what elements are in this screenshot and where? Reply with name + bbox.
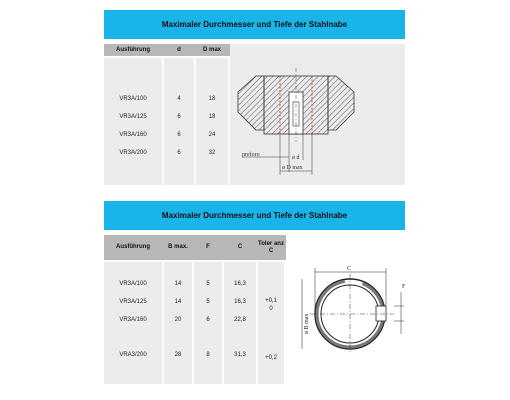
table-row: 31,3 [234,352,246,358]
table-row: 5 [206,299,210,305]
hub-section-figure [236,62,358,180]
table-1-col-dmax [196,58,228,185]
table-row: 16,3 [234,299,246,305]
table-1-col-ausfuehrung [104,58,162,185]
table-row: 14 [174,281,182,287]
label-c: C [347,266,352,272]
table-row: 14 [174,299,182,305]
table-row: 20 [174,317,182,323]
table-row: 6 [177,114,181,120]
table-2-col-bmax [164,262,192,384]
table-row: VR3A/125 [119,299,147,305]
table-row: 4 [177,96,181,102]
table-row: VRA3/200 [119,352,147,358]
header-toleranz: Toler anz C [258,240,284,254]
header-ausfuehrung: Ausführung [116,46,150,53]
table-row: 28 [174,352,182,358]
table-row: 24 [208,132,216,138]
table-row: VR3A/100 [119,281,147,287]
header-ausfuehrung: Ausführung [116,244,150,250]
header-c: C [237,244,243,250]
table-row: 32 [208,150,216,156]
label-dmax: ø D max [282,165,303,171]
table-row: VR3A/160 [119,317,147,323]
table-row: 8 [206,352,210,358]
table-row: 18 [208,96,216,102]
table-1-col-d [164,58,194,185]
table-2-col-c [224,262,256,384]
label-f: F [402,284,406,290]
label-pretoro: preforo [242,152,260,158]
label-d: ø d [292,155,300,161]
table-row: 16,3 [234,281,246,287]
table-2-title: Maximaler Durchmesser und Tiefe der Stahlnabe [104,201,405,230]
table-row: 5 [206,281,210,287]
tolerance-value-2: +0,2 [265,355,277,361]
header-d: d [177,46,181,53]
table-row: VR3A/100 [119,96,147,102]
table-2-col-f [194,262,222,384]
table-row: VR3A/125 [119,114,147,120]
table-2-col-ausfuehrung [104,262,162,384]
table-row: 22,8 [234,317,246,323]
table-row: 6 [206,317,210,323]
table-row: 18 [208,114,216,120]
table-row: VR3A/200 [119,150,147,156]
table-row: 6 [177,132,181,138]
label-b: ø B max [304,313,310,334]
header-bmax: B max. [168,244,188,250]
tolerance-value-1: +0,1 0 [265,298,277,312]
table-row: VR3A/160 [119,132,147,138]
table-1-title: Maximaler Durchmesser und Tiefe der Stahlnabe [104,10,405,39]
header-f: F [206,244,210,250]
header-dmax: D max [202,46,221,53]
table-row: 6 [177,150,181,156]
table-2-col-toleranz [258,262,284,384]
ring-figure [298,262,410,362]
